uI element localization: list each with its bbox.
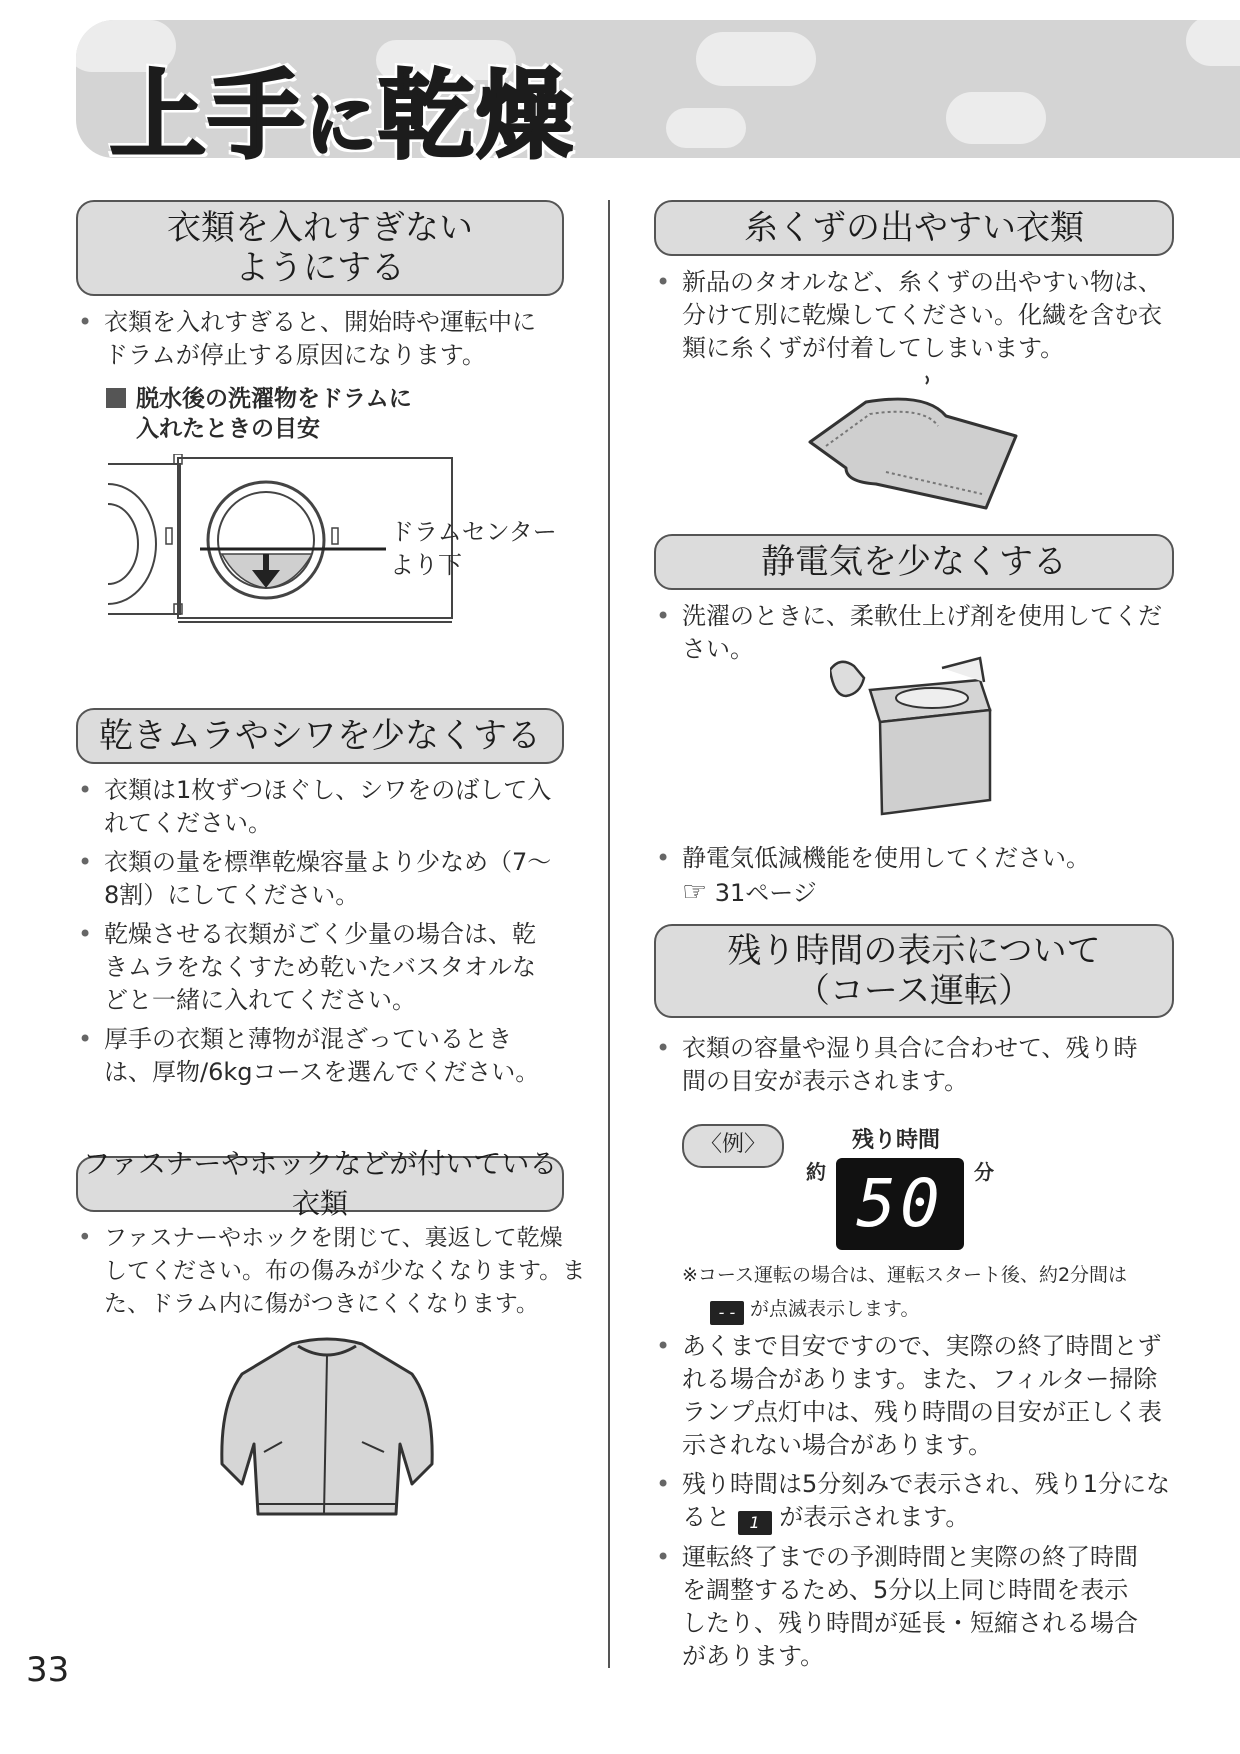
square-marker (106, 388, 126, 408)
bullet-item (654, 1330, 1194, 1462)
text-line: 示されない場合があります。 (682, 1431, 993, 1459)
bullet-item (654, 1468, 1194, 1535)
text-line: どと一緒に入れてください。 (104, 986, 416, 1014)
bullet-item (76, 774, 576, 840)
bullet-item (76, 1222, 586, 1321)
title-particle: に (306, 84, 378, 166)
drum-callout (390, 516, 580, 582)
text-line: た、ドラム内に傷がつきにくくなります。 (104, 1291, 539, 1317)
text-line: ドラムが停止する原因になります。 (104, 341, 486, 369)
title-end: 乾燥 (378, 60, 574, 172)
text-line: • 衣類の容量や湿り具合に合わせて、残り時 (682, 1034, 1138, 1062)
text-line: れてください。 (104, 809, 272, 837)
text-line: ※コース運転の場合は、運転スタート後、約2分間は (682, 1264, 1128, 1286)
heading-line: ようにする (235, 248, 405, 288)
remaining-text (654, 1032, 1194, 1098)
heading-static (654, 534, 1174, 590)
wrinkle-text (76, 774, 576, 1089)
heading-line: （コース運転） (795, 971, 1033, 1011)
text-line: が点滅表示します。 (750, 1298, 920, 1320)
text-line: があります。 (682, 1642, 825, 1670)
bullet-item (654, 842, 1194, 875)
text-line: さい。 (682, 635, 754, 663)
heading-line: 糸くずの出やすい衣類 (744, 208, 1084, 248)
title-main: 上手 (110, 60, 306, 172)
text-line: したり、残り時間が延長・短縮される場合 (682, 1609, 1138, 1637)
text-line: 8割）にしてください。 (104, 881, 360, 909)
text-line: れる場合があります。また、フィルター掃除 (682, 1365, 1158, 1393)
heading-wrinkle (76, 708, 564, 764)
heading-fastener (76, 1147, 564, 1220)
text-line: ドラムセンター (390, 518, 557, 546)
text-line: してください。布の傷みが少なくなります。ま (104, 1258, 586, 1284)
towel-illustration (806, 372, 1026, 512)
bullet-item (654, 1032, 1194, 1098)
text-line: • 新品のタオルなど、糸くずの出やすい物は、 (682, 268, 1162, 296)
text-line: は、厚物/6kgコースを選んでください。 (104, 1058, 540, 1086)
remaining-text-2 (654, 1330, 1194, 1673)
overload-text (76, 306, 576, 372)
static-text-2 (654, 842, 1194, 910)
text-line: 類に糸くずが付着してしまいます。 (682, 334, 1065, 362)
text-line: • 衣類の量を標準乾燥容量より少なめ（7～ (104, 848, 552, 876)
cloud-decoration (666, 108, 746, 148)
text-line: が表示されます。 (779, 1503, 970, 1531)
column-divider (608, 200, 610, 1668)
page-ref-link[interactable]: 31ページ (714, 879, 817, 907)
text-line: ランプ点灯中は、残り時間の目安が正しく表 (682, 1398, 1162, 1426)
bullet-item (76, 306, 576, 372)
cloud-decoration (696, 32, 816, 86)
bullet-item (76, 846, 576, 912)
text-line: • 洗濯のときに、柔軟仕上げ剤を使用してくだ (682, 602, 1162, 630)
cloud-decoration (946, 92, 1046, 144)
text-line: • 静電気低減機能を使用してください。 (682, 844, 1090, 872)
lint-text (654, 266, 1194, 365)
text-line: • 厚手の衣類と薄物が混ざっているとき (104, 1025, 512, 1053)
text-line: • あくまで目安ですので、実際の終了時間とず (682, 1332, 1162, 1360)
text-line: • 乾燥させる衣類がごく少量の場合は、乾 (104, 920, 536, 948)
hand-pointer-icon: ☞ (682, 875, 708, 908)
text-line: • 運転終了までの予測時間と実際の終了時間 (682, 1543, 1138, 1571)
page-title (110, 40, 574, 177)
text-line: • 衣類を入れすぎると、開始時や運転中に (104, 308, 536, 336)
heading-line: ファスナーやホックなどが付いている衣類 (82, 1147, 558, 1220)
bullet-item (76, 918, 576, 1017)
text-line: を調整するため、5分以上同じ時間を表示 (682, 1576, 1129, 1604)
text-line: 分けて別に乾燥してください。化繊を含む衣 (682, 301, 1162, 329)
display-title: 残り時間 (852, 1128, 941, 1153)
text-line: 間の目安が表示されます。 (682, 1067, 969, 1095)
fastener-text (76, 1222, 586, 1321)
heading-line: 乾きムラやシワを少なくする (99, 716, 541, 756)
heading-remaining (654, 924, 1174, 1018)
one-minute-lcd: 1 (738, 1511, 772, 1535)
text-line: より下 (390, 551, 462, 579)
heading-line: 残り時間の表示について (727, 931, 1101, 971)
text-line: • 残り時間は5分刻みで表示され、残り1分にな (682, 1470, 1170, 1498)
example-pill: 〈例〉 (682, 1124, 784, 1168)
heading-line: 衣類を入れすぎない (167, 208, 473, 248)
heading-overload (76, 200, 564, 296)
page-reference[interactable] (654, 875, 1194, 910)
text-line: • 衣類は1枚ずつほぐし、シワをのばして入 (104, 776, 552, 804)
cloud-decoration (1186, 20, 1240, 66)
page-number: 33 (26, 1650, 70, 1690)
text-line: きムラをなくすため乾いたバスタオルな (104, 953, 536, 981)
bullet-item (654, 1541, 1194, 1673)
jacket-illustration (212, 1334, 442, 1524)
heading-lint (654, 200, 1174, 256)
washer-illustration (830, 650, 1000, 820)
text-line: 脱水後の洗濯物をドラムに (136, 386, 412, 412)
figure-label (106, 384, 506, 444)
display-note (682, 1258, 1192, 1326)
display-prefix: 約 (806, 1160, 826, 1184)
heading-line: 静電気を少なくする (761, 542, 1067, 582)
lcd-digits: 50 (856, 1165, 944, 1242)
bullet-item (654, 266, 1194, 365)
text-line: ると (682, 1503, 730, 1531)
text-line: • ファスナーやホックを閉じて、裏返して乾燥 (104, 1225, 563, 1251)
bullet-item (76, 1023, 576, 1089)
blink-lcd: - - (710, 1301, 744, 1325)
display-unit: 分 (974, 1160, 994, 1184)
text-line: 入れたときの目安 (136, 416, 320, 442)
